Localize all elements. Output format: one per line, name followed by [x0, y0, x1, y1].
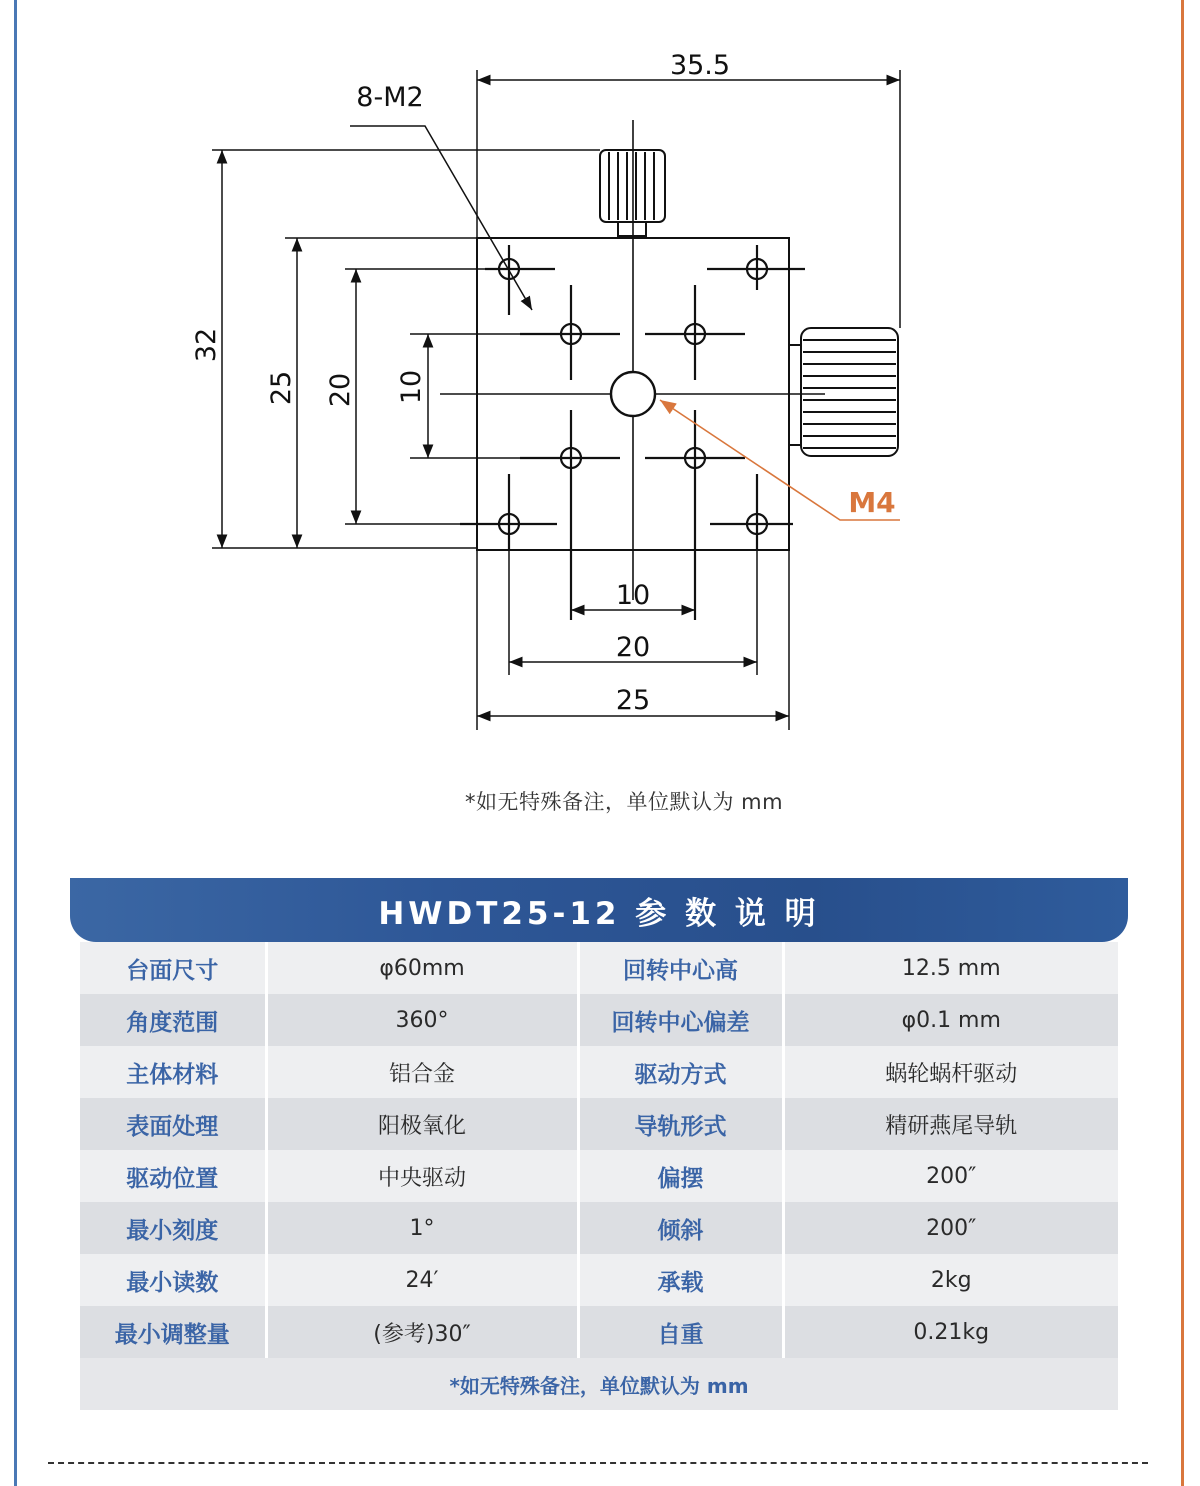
- param-value: 蜗轮蜗杆驱动: [783, 1046, 1118, 1098]
- param-label: 最小读数: [80, 1254, 266, 1306]
- param-value: 阳极氧化: [266, 1098, 578, 1150]
- param-value: 铝合金: [266, 1046, 578, 1098]
- param-value: (参考)30″: [266, 1306, 578, 1358]
- table-row: [80, 994, 1118, 1046]
- dim-height-10: 10: [396, 369, 427, 405]
- param-value: 200″: [783, 1150, 1118, 1202]
- table-footnote-row: [80, 1358, 1118, 1410]
- param-value: 24′: [266, 1254, 578, 1306]
- param-label: 回转中心高: [578, 942, 783, 994]
- table-row: [80, 1306, 1118, 1358]
- dim-width-25: 25: [615, 685, 651, 716]
- table-row: [80, 1254, 1118, 1306]
- param-value: 0.21kg: [783, 1306, 1118, 1358]
- dashed-separator: [48, 1462, 1148, 1464]
- dim-top-width: 35.5: [669, 50, 731, 81]
- dim-height-32: 32: [191, 327, 222, 363]
- param-label: 回转中心偏差: [578, 994, 783, 1046]
- param-label: 最小调整量: [80, 1306, 266, 1358]
- param-value: 12.5 mm: [783, 942, 1118, 994]
- dim-center-label: M4: [848, 486, 896, 519]
- dim-hole-label: 8-M2: [356, 82, 424, 113]
- table-footnote: *如无特殊备注，单位默认为 mm: [80, 1358, 1118, 1410]
- drawing-unit-note: *如无特殊备注，单位默认为 mm: [464, 790, 784, 814]
- param-value: 中央驱动: [266, 1150, 578, 1202]
- param-label: 自重: [578, 1306, 783, 1358]
- param-label: 台面尺寸: [80, 942, 266, 994]
- param-label: 承载: [578, 1254, 783, 1306]
- table-row: [80, 1202, 1118, 1254]
- table-row: [80, 1098, 1118, 1150]
- param-table-title: HWDT25-12 参 数 说 明: [378, 895, 820, 932]
- param-value: φ60mm: [266, 942, 578, 994]
- dim-height-25: 25: [266, 370, 297, 406]
- param-label: 最小刻度: [80, 1202, 266, 1254]
- param-value: φ0.1 mm: [783, 994, 1118, 1046]
- table-row: [80, 942, 1118, 994]
- param-value: 360°: [266, 994, 578, 1046]
- param-table-header: [70, 878, 1128, 942]
- param-label: 倾斜: [578, 1202, 783, 1254]
- dim-height-20: 20: [325, 372, 356, 408]
- dim-width-20: 20: [615, 632, 651, 663]
- param-value: 2kg: [783, 1254, 1118, 1306]
- param-label: 驱动位置: [80, 1150, 266, 1202]
- param-label: 主体材料: [80, 1046, 266, 1098]
- param-label: 角度范围: [80, 994, 266, 1046]
- param-table: [80, 942, 1118, 1410]
- param-label: 表面处理: [80, 1098, 266, 1150]
- right-knob-icon: [789, 328, 898, 456]
- param-label: 驱动方式: [578, 1046, 783, 1098]
- param-label: 导轨形式: [578, 1098, 783, 1150]
- table-row: [80, 1150, 1118, 1202]
- table-row: [80, 1046, 1118, 1098]
- param-value: 200″: [783, 1202, 1118, 1254]
- param-value: 精研燕尾导轨: [783, 1098, 1118, 1150]
- center-m4-hole: [611, 372, 655, 416]
- dim-width-10: 10: [615, 580, 651, 611]
- param-label: 偏摆: [578, 1150, 783, 1202]
- param-value: 1°: [266, 1202, 578, 1254]
